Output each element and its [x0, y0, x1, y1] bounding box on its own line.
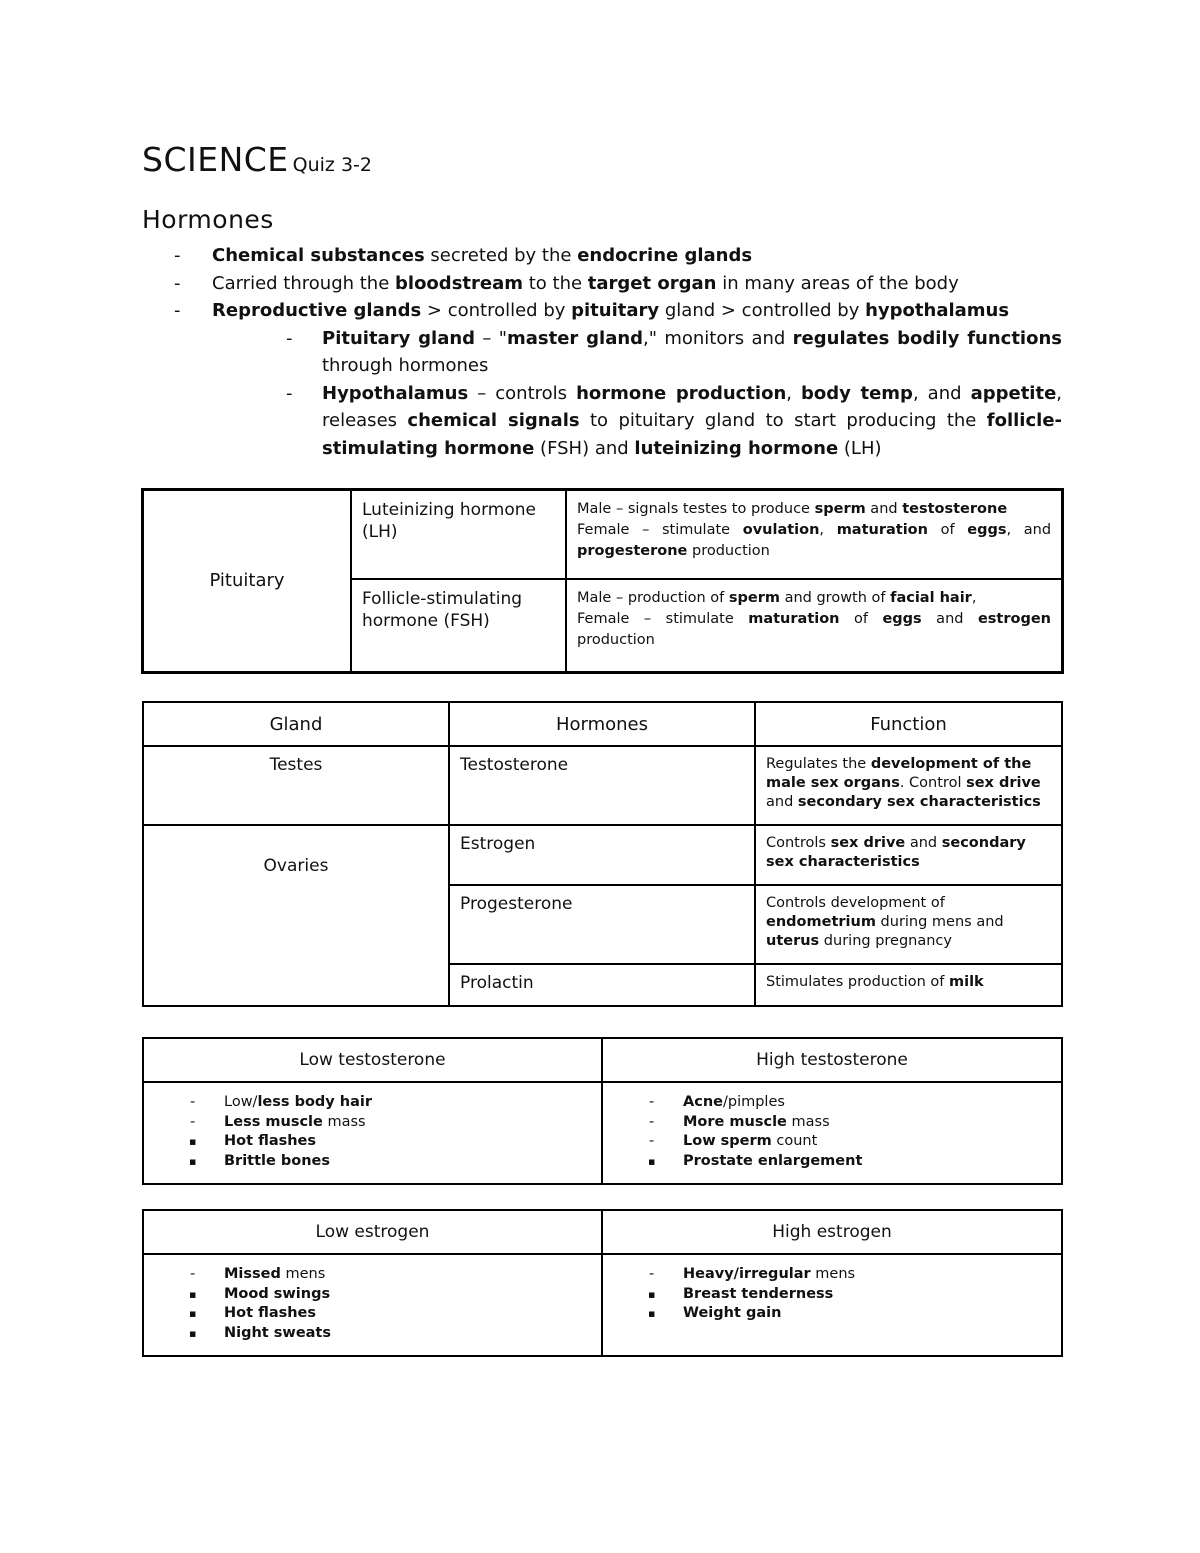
- high-estrogen-cell: [602, 1254, 1062, 1356]
- sub-list-item: [284, 380, 1062, 463]
- text-run: mens: [810, 1266, 856, 1282]
- bold-term: Less muscle: [224, 1113, 323, 1130]
- function-cell-prolactin: [755, 964, 1062, 1006]
- title-main: SCIENCE: [142, 140, 289, 179]
- bold-term: Reproductive glands: [212, 300, 422, 321]
- bold-term: Hot flashes: [224, 1305, 317, 1321]
- text-run: . Control: [899, 775, 967, 791]
- bold-term: estrogen: [977, 611, 1051, 627]
- text-run: production: [687, 543, 770, 559]
- bold-term: progesterone: [577, 543, 688, 559]
- list-item: [613, 1152, 1051, 1172]
- bold-term: less body hair: [257, 1094, 373, 1110]
- bold-term: More muscle: [683, 1113, 787, 1130]
- text-run: count: [771, 1133, 818, 1149]
- list-item: [172, 242, 1062, 270]
- bold-term: Breast tenderness: [683, 1285, 834, 1302]
- table-header-row: [143, 1210, 1062, 1254]
- text-run: Female – stimulate: [577, 522, 743, 538]
- text-run: Male – signals testes to produce: [577, 501, 815, 517]
- high-testosterone-cell: [602, 1082, 1062, 1184]
- table-row: [143, 490, 1062, 579]
- gland-cell-ovaries: Ovaries: [143, 825, 449, 1006]
- text-run: > controlled by: [421, 300, 572, 321]
- text-run: – controls: [468, 382, 577, 404]
- bold-term: sperm: [814, 501, 866, 517]
- bold-term: endometrium: [766, 914, 876, 930]
- estrogen-levels-table: [142, 1209, 1063, 1357]
- testosterone-levels-table: [142, 1037, 1063, 1185]
- list-item: [154, 1265, 591, 1285]
- bold-term: Hypothalamus: [322, 382, 469, 404]
- text-run: Regulates the: [766, 756, 871, 772]
- column-header-low-estrogen: Low estrogen: [143, 1210, 602, 1254]
- bold-term: endocrine glands: [577, 245, 753, 266]
- text-run: and growth of: [779, 590, 891, 606]
- bold-term: eggs: [967, 522, 1007, 538]
- text-run: Controls: [766, 835, 831, 851]
- function-cell-progesterone: [755, 885, 1062, 964]
- bold-term: sperm: [728, 590, 780, 606]
- high-testosterone-list: [613, 1093, 1051, 1171]
- text-run: mass: [786, 1113, 830, 1130]
- bold-term: Weight gain: [683, 1305, 782, 1321]
- hormone-cell-fsh: Follicle-stimulating hormone (FSH): [351, 579, 566, 672]
- function-cell-lh: [566, 490, 1062, 579]
- text-run: secreted by the: [424, 245, 578, 266]
- list-item: [154, 1093, 591, 1113]
- bold-term: secondary sex characteristics: [766, 835, 1026, 870]
- pituitary-table: [142, 489, 1063, 673]
- list-item: [154, 1285, 591, 1305]
- bold-term: maturation: [836, 522, 928, 538]
- gland-cell-pituitary: Pituitary: [143, 490, 351, 672]
- bold-term: sex drive: [966, 775, 1041, 791]
- bold-term: development of the male sex organs: [766, 756, 1032, 791]
- column-header-gland: Gland: [143, 702, 449, 746]
- text-run: Controls development of: [766, 895, 945, 911]
- list-item: [613, 1113, 1051, 1133]
- column-header-hormones: Hormones: [449, 702, 755, 746]
- text-run: , releases: [322, 382, 1063, 431]
- bold-term: Heavy/irregular: [683, 1266, 811, 1282]
- bold-term: ovulation: [742, 522, 820, 538]
- text-run: gland > controlled by: [659, 300, 866, 321]
- list-item: [613, 1304, 1051, 1324]
- bold-term: Chemical substances: [212, 245, 425, 266]
- text-run: Stimulates production of: [766, 974, 949, 990]
- bold-term: eggs: [882, 611, 922, 627]
- text-run: – ": [475, 327, 507, 349]
- bold-term: Night sweats: [224, 1324, 331, 1341]
- high-estrogen-list: [613, 1265, 1051, 1324]
- bold-term: pituitary: [571, 300, 660, 321]
- bold-term: testosterone: [902, 501, 1008, 517]
- text-run: during mens and: [875, 914, 1004, 930]
- text-run: ,: [786, 382, 802, 404]
- text-run: to the: [523, 272, 588, 294]
- hormones-bullet-list: [172, 242, 1062, 462]
- list-item: [172, 297, 1062, 462]
- text-run: and: [921, 611, 978, 627]
- low-testosterone-cell: [143, 1082, 602, 1184]
- gland-cell-testes: Testes: [143, 746, 449, 825]
- column-header-high-testosterone: High testosterone: [602, 1038, 1062, 1082]
- bold-term: Prostate enlargement: [683, 1152, 863, 1169]
- text-run: to pituitary gland to start producing the: [579, 410, 987, 431]
- section-heading-hormones: Hormones: [142, 205, 274, 234]
- list-item: [154, 1324, 591, 1344]
- bold-term: sex drive: [830, 835, 906, 851]
- text-run: and: [865, 501, 903, 517]
- bold-term: Low sperm: [683, 1133, 772, 1149]
- bold-term: follicle-stimulating hormone: [322, 410, 1062, 459]
- list-item: [154, 1304, 591, 1324]
- hormone-cell-lh: Luteinizing hormone (LH): [351, 490, 566, 579]
- text-run: ,: [971, 590, 977, 606]
- hormone-cell-prolactin: Prolactin: [449, 964, 755, 1006]
- bold-term: Hot flashes: [224, 1133, 317, 1149]
- bold-term: bloodstream: [395, 272, 523, 294]
- hormone-cell-testosterone: Testosterone: [449, 746, 755, 825]
- text-run: and: [905, 835, 942, 851]
- list-item: [613, 1093, 1051, 1113]
- text-run: , and: [912, 382, 971, 404]
- list-item: [154, 1132, 591, 1152]
- table-row: [143, 825, 1062, 885]
- bold-term: maturation: [748, 611, 840, 627]
- text-run: production: [577, 632, 655, 648]
- list-item: [154, 1152, 591, 1172]
- bold-term: hormone production: [576, 382, 787, 404]
- text-run: and: [766, 794, 798, 810]
- function-cell-testosterone: [755, 746, 1062, 825]
- document-title: [142, 140, 372, 179]
- text-run: Carried through the: [212, 272, 396, 294]
- text-run: Low/: [224, 1094, 258, 1110]
- bold-term: body temp: [801, 382, 913, 404]
- table-row: [143, 1254, 1062, 1356]
- text-run: (FSH) and: [534, 437, 635, 459]
- text-run: ," monitors and: [643, 327, 793, 349]
- bold-term: target organ: [587, 272, 717, 294]
- list-item: [613, 1132, 1051, 1152]
- bold-term: hypothalamus: [865, 300, 1010, 321]
- bold-term: facial hair: [890, 590, 972, 606]
- gland-hormone-table: [142, 701, 1063, 1007]
- fsh-male-text: [577, 588, 1051, 609]
- low-estrogen-list: [154, 1265, 591, 1343]
- function-cell-fsh: [566, 579, 1062, 672]
- list-item: [613, 1285, 1051, 1305]
- table-header-row: [143, 702, 1062, 746]
- lh-male-text: [577, 499, 1051, 520]
- text-run: of: [839, 611, 883, 627]
- fsh-female-text: [577, 609, 1051, 651]
- text-run: , and: [1006, 522, 1052, 538]
- bold-term: appetite: [970, 382, 1057, 404]
- column-header-low-testosterone: Low testosterone: [143, 1038, 602, 1082]
- list-item: [613, 1265, 1051, 1285]
- text-run: /pimples: [722, 1094, 785, 1110]
- bold-term: regulates bodily functions: [792, 327, 1062, 349]
- bold-term: Mood swings: [224, 1285, 331, 1302]
- bold-term: master gland: [506, 327, 644, 349]
- bold-term: uterus: [766, 933, 820, 949]
- hormone-cell-progesterone: Progesterone: [449, 885, 755, 964]
- lh-female-text: [577, 520, 1051, 562]
- text-run: Male – production of: [577, 590, 729, 606]
- text-run: through hormones: [322, 355, 489, 376]
- table-row: [143, 1082, 1062, 1184]
- bold-term: Missed: [224, 1266, 281, 1282]
- bold-term: secondary sex characteristics: [797, 794, 1041, 810]
- low-estrogen-cell: [143, 1254, 602, 1356]
- bold-term: Acne: [683, 1094, 723, 1110]
- column-header-function: Function: [755, 702, 1062, 746]
- text-run: during pregnancy: [819, 933, 952, 949]
- bold-term: milk: [948, 974, 984, 990]
- text-run: ,: [819, 522, 837, 538]
- text-run: (LH): [838, 437, 882, 459]
- function-cell-estrogen: [755, 825, 1062, 885]
- sub-bullet-list: [284, 325, 1062, 463]
- low-testosterone-list: [154, 1093, 591, 1171]
- bold-term: Pituitary gland: [322, 327, 476, 349]
- text-run: Female – stimulate: [577, 611, 749, 627]
- bold-term: luteinizing hormone: [634, 437, 839, 459]
- list-item: [154, 1113, 591, 1133]
- text-run: mass: [322, 1113, 366, 1130]
- table-row: [143, 746, 1062, 825]
- text-run: in many areas of the body: [716, 272, 959, 294]
- sub-list-item: [284, 325, 1062, 380]
- bold-term: Brittle bones: [224, 1152, 331, 1169]
- text-run: of: [927, 522, 968, 538]
- bold-term: chemical signals: [407, 410, 580, 431]
- hormone-cell-estrogen: Estrogen: [449, 825, 755, 885]
- list-item: [172, 270, 1062, 298]
- text-run: mens: [280, 1266, 326, 1282]
- table-header-row: [143, 1038, 1062, 1082]
- title-sub: Quiz 3-2: [292, 154, 372, 176]
- column-header-high-estrogen: High estrogen: [602, 1210, 1062, 1254]
